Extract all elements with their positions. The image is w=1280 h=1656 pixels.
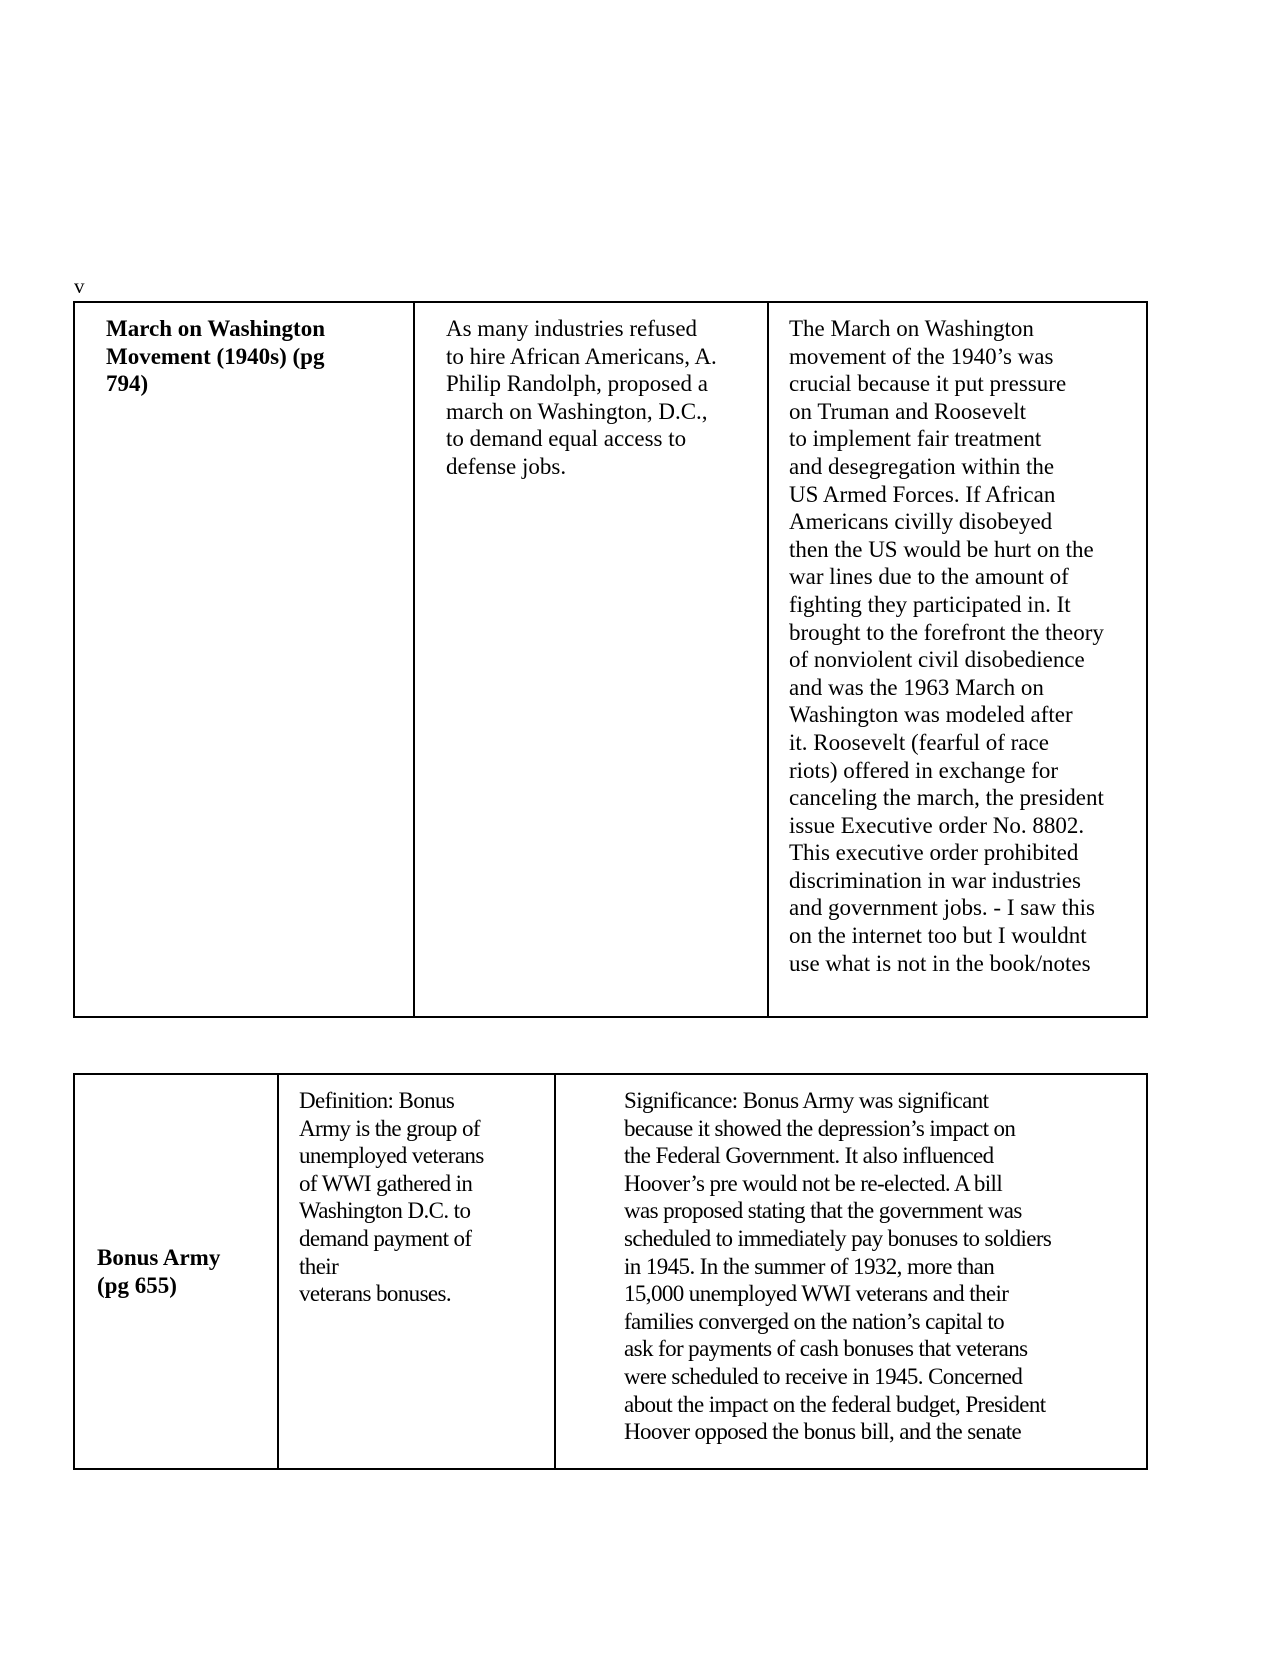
- text-line: Washington D.C. to: [299, 1198, 471, 1224]
- text-line: because it showed the depression’s impact on: [624, 1115, 1016, 1141]
- text-line: in 1945. In the summer of 1932, more than: [624, 1253, 995, 1279]
- text-line: crucial because it put pressure: [789, 371, 1067, 397]
- text-line: Washington was modeled after: [789, 702, 1073, 728]
- text-line: demand payment of: [299, 1225, 472, 1251]
- term-cell: [74, 302, 414, 1017]
- text-line: about the impact on the federal budget, President: [624, 1391, 1046, 1417]
- march-on-washington-table: [73, 301, 1148, 1018]
- text-line: Hoover opposed the bonus bill, and the senate: [624, 1419, 1022, 1445]
- text-line: Hoover’s pre would not be re-elected. A bill: [624, 1170, 1003, 1196]
- text-line: The March on Washington: [789, 316, 1034, 341]
- text-line: Army is the group of: [299, 1115, 480, 1141]
- text-line: Bonus Army: [97, 1244, 221, 1270]
- text-line: on the internet too but I wouldnt: [789, 923, 1087, 949]
- text-line: issue Executive order No. 8802.: [789, 812, 1085, 838]
- term-text: [75, 315, 413, 398]
- definition-cell: [414, 302, 768, 1017]
- table-row: [74, 302, 1147, 1017]
- significance-text: [556, 1087, 1146, 1446]
- text-line: Movement (1940s) (pg: [106, 343, 325, 369]
- text-line: to implement fair treatment: [789, 426, 1042, 452]
- definition-text: [279, 1087, 554, 1308]
- text-line: to demand equal access to: [446, 426, 687, 452]
- text-line: families converged on the nation’s capital to: [624, 1308, 1005, 1334]
- text-line: was proposed stating that the government was: [624, 1198, 1022, 1224]
- text-line: of nonviolent civil disobedience: [789, 647, 1085, 673]
- text-line: veterans bonuses.: [299, 1281, 452, 1307]
- text-line: their: [299, 1253, 339, 1279]
- significance-text: [769, 315, 1146, 977]
- text-line: defense jobs.: [446, 453, 567, 479]
- text-line: war lines due to the amount of: [789, 564, 1069, 590]
- text-line: Philip Randolph, proposed a: [446, 371, 708, 397]
- text-line: 794): [106, 371, 149, 397]
- page-mark: v: [74, 274, 85, 298]
- text-line: March on Washington: [106, 316, 325, 341]
- text-line: the Federal Government. It also influenced: [624, 1143, 994, 1169]
- text-line: then the US would be hurt on the: [789, 536, 1094, 562]
- text-line: unemployed veterans: [299, 1143, 484, 1169]
- text-line: (pg 655): [97, 1272, 177, 1298]
- definition-text: [415, 315, 767, 481]
- text-line: and government jobs. - I saw this: [789, 895, 1095, 921]
- text-line: Americans civilly disobeyed: [789, 509, 1053, 535]
- significance-cell: [555, 1074, 1147, 1469]
- text-line: Significance: Bonus Army was significant: [624, 1088, 989, 1113]
- text-line: riots) offered in exchange for: [789, 757, 1059, 783]
- term-cell: [74, 1074, 278, 1469]
- text-line: to hire African Americans, A.: [446, 343, 717, 369]
- text-line: and was the 1963 March on: [789, 674, 1044, 700]
- text-line: were scheduled to receive in 1945. Concerned: [624, 1363, 1023, 1389]
- text-line: discrimination in war industries: [789, 867, 1081, 893]
- text-line: US Armed Forces. If African: [789, 481, 1056, 507]
- text-line: it. Roosevelt (fearful of race: [789, 729, 1049, 755]
- text-line: movement of the 1940’s was: [789, 343, 1054, 369]
- table-row: [74, 1074, 1147, 1469]
- text-line: ask for payments of cash bonuses that veterans: [624, 1336, 1028, 1362]
- bonus-army-table: [73, 1073, 1148, 1470]
- text-line: on Truman and Roosevelt: [789, 398, 1027, 424]
- text-line: and desegregation within the: [789, 453, 1055, 479]
- text-line: canceling the march, the president: [789, 785, 1104, 811]
- significance-cell: [768, 302, 1147, 1017]
- text-line: Definition: Bonus: [299, 1088, 455, 1113]
- text-line: This executive order prohibited: [789, 840, 1079, 866]
- text-line: scheduled to immediately pay bonuses to soldiers: [624, 1225, 1052, 1251]
- text-line: brought to the forefront the theory: [789, 619, 1104, 645]
- text-line: As many industries refused: [446, 316, 698, 341]
- text-line: 15,000 unemployed WWI veterans and their: [624, 1281, 1009, 1307]
- text-line: fighting they participated in. It: [789, 591, 1071, 617]
- term-text: [75, 1244, 277, 1299]
- text-line: use what is not in the book/notes: [789, 950, 1091, 976]
- text-line: march on Washington, D.C.,: [446, 398, 708, 424]
- text-line: of WWI gathered in: [299, 1170, 473, 1196]
- definition-cell: [278, 1074, 555, 1469]
